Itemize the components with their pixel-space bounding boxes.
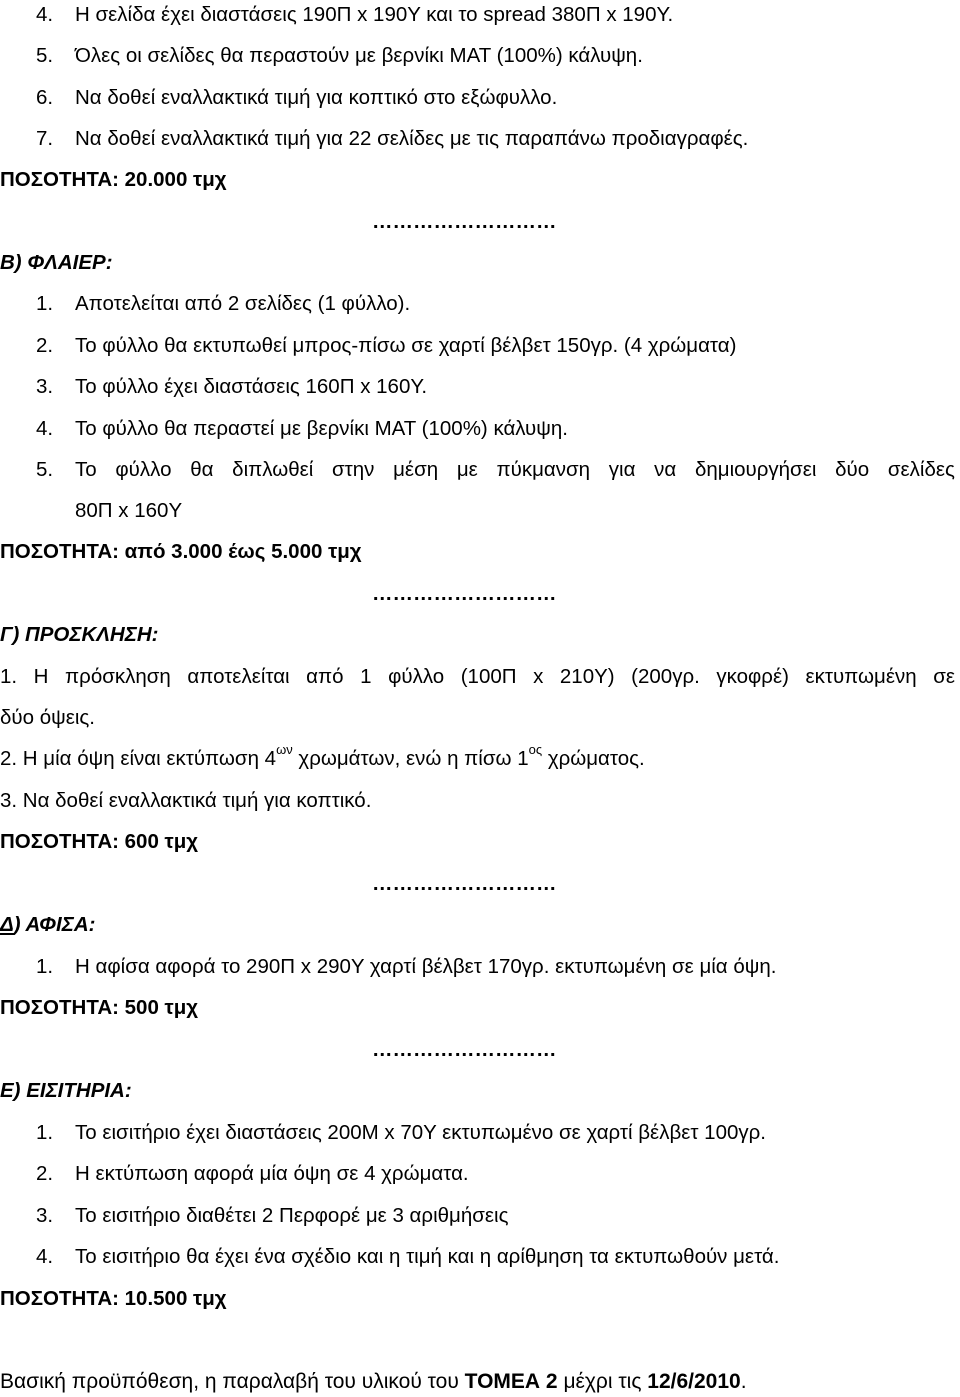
- word: (100Π: [460, 665, 517, 688]
- list-item-number: 4.: [36, 1245, 54, 1268]
- section-heading: Β) ΦΛΑΙΕΡ:: [0, 251, 113, 274]
- word: για: [608, 458, 636, 481]
- word: πύκμανση: [496, 458, 591, 481]
- list-item-text: χρώματος.: [542, 747, 645, 770]
- quantity-line: ΠΟΣΟΤΗΤΑ: 500 τμχ: [0, 996, 199, 1019]
- quantity-line: ΠΟΣΟΤΗΤΑ: 10.500 τμχ: [0, 1287, 227, 1310]
- word: 210Υ): [559, 665, 615, 688]
- dots-separator: ………………………: [372, 872, 557, 895]
- list-item-text: Το εισιτήριο θα έχει ένα σχέδιο και η τιμή και η αρίθμηση τα εκτυπωθούν μετά.: [75, 1245, 780, 1268]
- list-item-text: Όλες οι σελίδες θα περαστούν με βερνίκι ΜΑΤ (100%) κάλυψη.: [75, 44, 643, 67]
- list-item-text: [75, 458, 955, 482]
- list-item-text: Το φύλλο θα περαστεί με βερνίκι ΜΑΤ (100%) κάλυψη.: [75, 417, 568, 440]
- list-item-continuation: 80Π x 160Υ: [75, 499, 183, 522]
- list-item-number: 1.: [36, 955, 54, 978]
- list-item-number: 1.: [36, 292, 54, 315]
- word: μέση: [393, 458, 439, 481]
- section-heading: [0, 913, 95, 937]
- list-item-text: Το φύλλο έχει διαστάσεις 160Π x 160Υ.: [75, 375, 428, 398]
- word: θα: [190, 458, 214, 481]
- word: εκτυπωμένη: [805, 665, 917, 688]
- list-item-number: 3.: [36, 1204, 54, 1227]
- dots-separator: ………………………: [372, 1038, 557, 1061]
- list-item-text: Το εισιτήριο έχει διαστάσεις 200Μ x 70Υ εκτυπωμένο σε χαρτί βέλβετ 100γρ.: [75, 1121, 766, 1144]
- word: γκοφρέ): [716, 665, 789, 688]
- word: x: [533, 665, 544, 688]
- section-heading: Ε) ΕΙΣΙΤΗΡΙΑ:: [0, 1079, 132, 1102]
- list-item: [0, 742, 645, 771]
- list-item-number: 2.: [36, 334, 54, 357]
- word: 1: [360, 665, 372, 688]
- footer-sector: ΤΟΜΕΑ 2: [464, 1370, 558, 1393]
- word: σελίδες: [887, 458, 955, 481]
- dots-separator: ………………………: [372, 210, 557, 233]
- footer-text: .: [740, 1370, 747, 1393]
- word: (200γρ.: [631, 665, 700, 688]
- list-item-text: Η εκτύπωση αφορά μία όψη σε 4 χρώματα.: [75, 1162, 469, 1185]
- list-item-text: Αποτελείται από 2 σελίδες (1 φύλλο).: [75, 292, 411, 315]
- superscript: ος: [528, 742, 543, 758]
- quantity-line: ΠΟΣΟΤΗΤΑ: 20.000 τμχ: [0, 168, 227, 191]
- footer-text: Βασική προϋπόθεση, η παραλαβή του υλικού του: [0, 1370, 465, 1393]
- word: από: [306, 665, 344, 688]
- list-item-number: 5.: [36, 44, 54, 67]
- word: 1.: [0, 665, 18, 688]
- list-item-number: 2.: [36, 1162, 54, 1185]
- list-item-number: 4.: [36, 417, 54, 440]
- word: φύλλο: [115, 458, 172, 481]
- quantity-line: ΠΟΣΟΤΗΤΑ: από 3.000 έως 5.000 τμχ: [0, 540, 362, 563]
- word: αποτελείται: [187, 665, 290, 688]
- word: φύλλο: [388, 665, 445, 688]
- list-item-text: Να δοθεί εναλλακτικά τιμή για 22 σελίδες με τις παραπάνω προδιαγραφές.: [75, 127, 749, 150]
- superscript: ων: [276, 742, 293, 758]
- list-item-number: 5.: [36, 458, 54, 481]
- list-item-number: 7.: [36, 127, 54, 150]
- list-item-number: 1.: [36, 1121, 54, 1144]
- word: Το: [75, 458, 97, 481]
- section-heading-rest: ) ΑΦΙΣΑ:: [13, 913, 96, 936]
- quantity-line: ΠΟΣΟΤΗΤΑ: 600 τμχ: [0, 830, 199, 853]
- word: διπλωθεί: [232, 458, 314, 481]
- list-item-text: Να δοθεί εναλλακτικά τιμή για κοπτικό στο εξώφυλλο.: [75, 86, 558, 109]
- footer-text: μέχρι τις: [557, 1370, 648, 1393]
- word: Η: [33, 665, 49, 688]
- list-item: [0, 665, 955, 689]
- word: με: [456, 458, 478, 481]
- list-item-text: Το εισιτήριο διαθέτει 2 Περφορέ με 3 αριθμήσεις: [75, 1204, 509, 1227]
- section-heading: Γ) ΠΡΟΣΚΛΗΣΗ:: [0, 623, 159, 646]
- list-item-continuation: δύο όψεις.: [0, 706, 96, 729]
- list-item: 3. Να δοθεί εναλλακτικά τιμή για κοπτικό.: [0, 789, 372, 812]
- word: δημιουργήσει: [694, 458, 817, 481]
- footer-note: [0, 1370, 747, 1394]
- list-item-text: χρωμάτων, ενώ η πίσω 1: [292, 747, 529, 770]
- word: σε: [933, 665, 955, 688]
- list-item-text: Η σελίδα έχει διαστάσεις 190Π x 190Υ και το spread 380Π x 190Υ.: [75, 3, 674, 26]
- list-item-text: 2. Η μία όψη είναι εκτύπωση 4: [0, 747, 277, 770]
- word: στην: [332, 458, 375, 481]
- word: δύο: [835, 458, 870, 481]
- dots-separator: ………………………: [372, 582, 557, 605]
- list-item-number: 6.: [36, 86, 54, 109]
- list-item-number: 4.: [36, 3, 54, 26]
- word: πρόσκληση: [65, 665, 171, 688]
- list-item-text: Το φύλλο θα εκτυπωθεί μπρος-πίσω σε χαρτί βέλβετ 150γρ. (4 χρώματα): [75, 334, 737, 357]
- list-item-text: Η αφίσα αφορά το 290Π x 290Υ χαρτί βέλβετ 170γρ. εκτυπωμένη σε μία όψη.: [75, 955, 777, 978]
- footer-date: 12/6/2010: [647, 1370, 741, 1393]
- list-item-number: 3.: [36, 375, 54, 398]
- word: να: [654, 458, 677, 481]
- section-heading-letter: Δ: [0, 913, 14, 936]
